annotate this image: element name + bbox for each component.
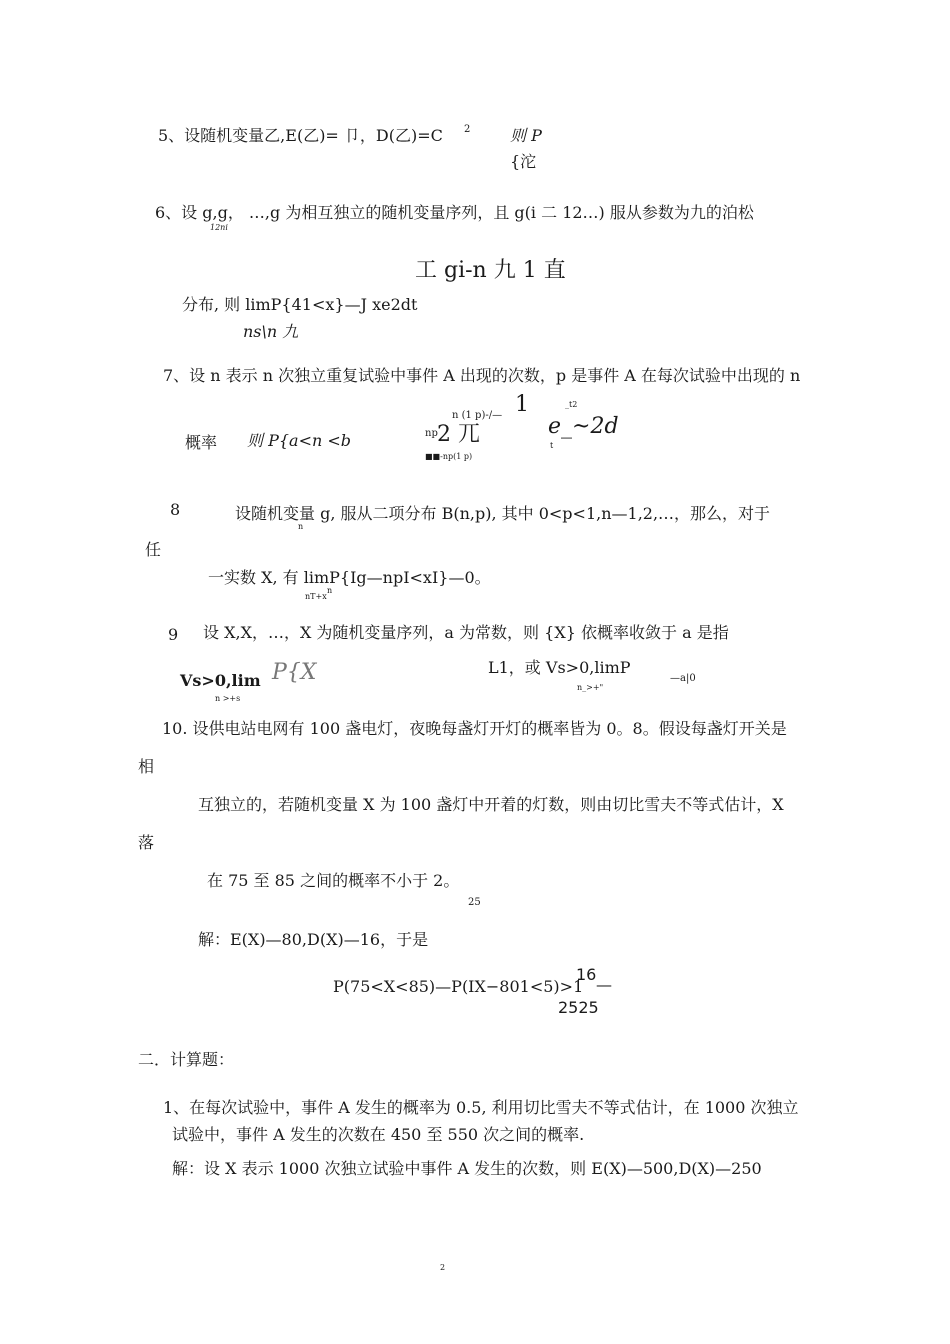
q7-one: 1 bbox=[515, 392, 529, 417]
q10-denom-25: 25 bbox=[468, 897, 481, 908]
q5-then: 则 P bbox=[510, 126, 542, 145]
q10-line3: 在 75 至 85 之间的概率不小于 2。 bbox=[207, 871, 460, 890]
page-number: 2 bbox=[440, 1263, 446, 1272]
q7-np-top: n (1 p)-/— bbox=[452, 410, 503, 421]
q10-solution: 解：E(X)—80,D(X)—16，于是 bbox=[198, 930, 429, 949]
q9-px: P{X bbox=[272, 660, 317, 685]
q8-ren: 任 bbox=[145, 540, 162, 559]
q7-two-pi: 2 兀 bbox=[437, 422, 480, 447]
q9-right: L1，或 Vs>0,limP bbox=[488, 658, 631, 677]
section2-p1-line2: 试验中，事件 A 发生的次数在 450 至 550 次之间的概率. bbox=[172, 1125, 585, 1144]
q8-line1: 设随机变量 g, 服从二项分布 B(n,p), 其中 0<p<1,n—1,2,…，那么，对于 bbox=[235, 504, 771, 523]
q10-xiang: 相 bbox=[138, 757, 155, 776]
q8-sub-lim: nT+x bbox=[305, 592, 327, 601]
q10-den-2525: 2525 bbox=[558, 998, 599, 1017]
q6-formula-top: 工 gi-n 九 1 直 bbox=[415, 258, 566, 283]
q9-left: Vs>0,lim bbox=[180, 671, 261, 690]
q9-tail: —a|0 bbox=[670, 673, 696, 684]
q10-dash: — bbox=[596, 975, 612, 994]
q8-sup-n: n bbox=[327, 586, 333, 595]
q5-superscript: 2 bbox=[464, 124, 471, 135]
q7-line1: 7、设 n 表示 n 次独立重复试验中事件 A 出现的次数，p 是事件 A 在每次试验中出现的 n bbox=[163, 366, 801, 385]
q7-label: 概率 bbox=[185, 433, 218, 452]
q8-sub-n: n bbox=[298, 522, 304, 531]
q7-t2: _t2 bbox=[565, 400, 578, 409]
q7-np-left: np bbox=[425, 428, 438, 439]
q7-integrand: e_~2d bbox=[548, 414, 619, 439]
q6-line3: ns\n 九 bbox=[243, 322, 299, 341]
q5-tail: {沱 bbox=[510, 152, 537, 171]
q7-np-bottom: ■■-np(1 p) bbox=[425, 452, 473, 461]
section2-p1-line1: 1、在每次试验中，事件 A 发生的概率为 0.5, 利用切比雪夫不等式估计，在 1000 次独立 bbox=[163, 1098, 799, 1117]
q10-line2: 互独立的，若随机变量 X 为 100 盏灯中开着的灯数，则由切比雪夫不等式估计，X bbox=[198, 795, 784, 814]
section2-title: 二．计算题： bbox=[138, 1050, 235, 1069]
q9-sub-left: n >+s bbox=[215, 694, 241, 703]
q8-line2: 一实数 X, 有 limP{Ig—npI<xI}—0。 bbox=[208, 568, 491, 587]
q9-line1: 设 X,X，…，X 为随机变量序列，a 为常数，则 {X} 依概率收敛于 a 是指 bbox=[203, 623, 729, 642]
q10-formula: P(75<X<85)—P(IX−801<5)>1 bbox=[333, 977, 584, 996]
q9-sub-right: n_>+" bbox=[577, 683, 604, 692]
q8-number: 8 bbox=[170, 500, 181, 519]
q9-number: 9 bbox=[168, 625, 179, 644]
q10-line1: 10. 设供电站电网有 100 盏电灯，夜晚每盏灯开灯的概率皆为 0。8。假设每盏灯开关是 bbox=[162, 719, 787, 738]
q7-condition: 则 P{a<n <b bbox=[247, 431, 352, 450]
section2-p1-solution: 解：设 X 表示 1000 次独立试验中事件 A 发生的次数，则 E(X)—500,D(X)—250 bbox=[172, 1159, 762, 1178]
q7-t: t bbox=[550, 441, 554, 450]
q10-luo: 落 bbox=[138, 833, 155, 852]
q6-line1: 6、设 g,g， …,g 为相互独立的随机变量序列，且 g(i 二 12…) 服从参数为九的泊松 bbox=[155, 203, 754, 222]
q10-num-16: 16 bbox=[576, 965, 597, 984]
q5-text: 5、设随机变量乙,E(乙)= 卩，D(乙)=C bbox=[158, 126, 443, 145]
q6-subscript: 12ni bbox=[210, 223, 228, 232]
q6-line2: 分布, 则 limP{41<x}—J xe2dt bbox=[182, 295, 418, 314]
